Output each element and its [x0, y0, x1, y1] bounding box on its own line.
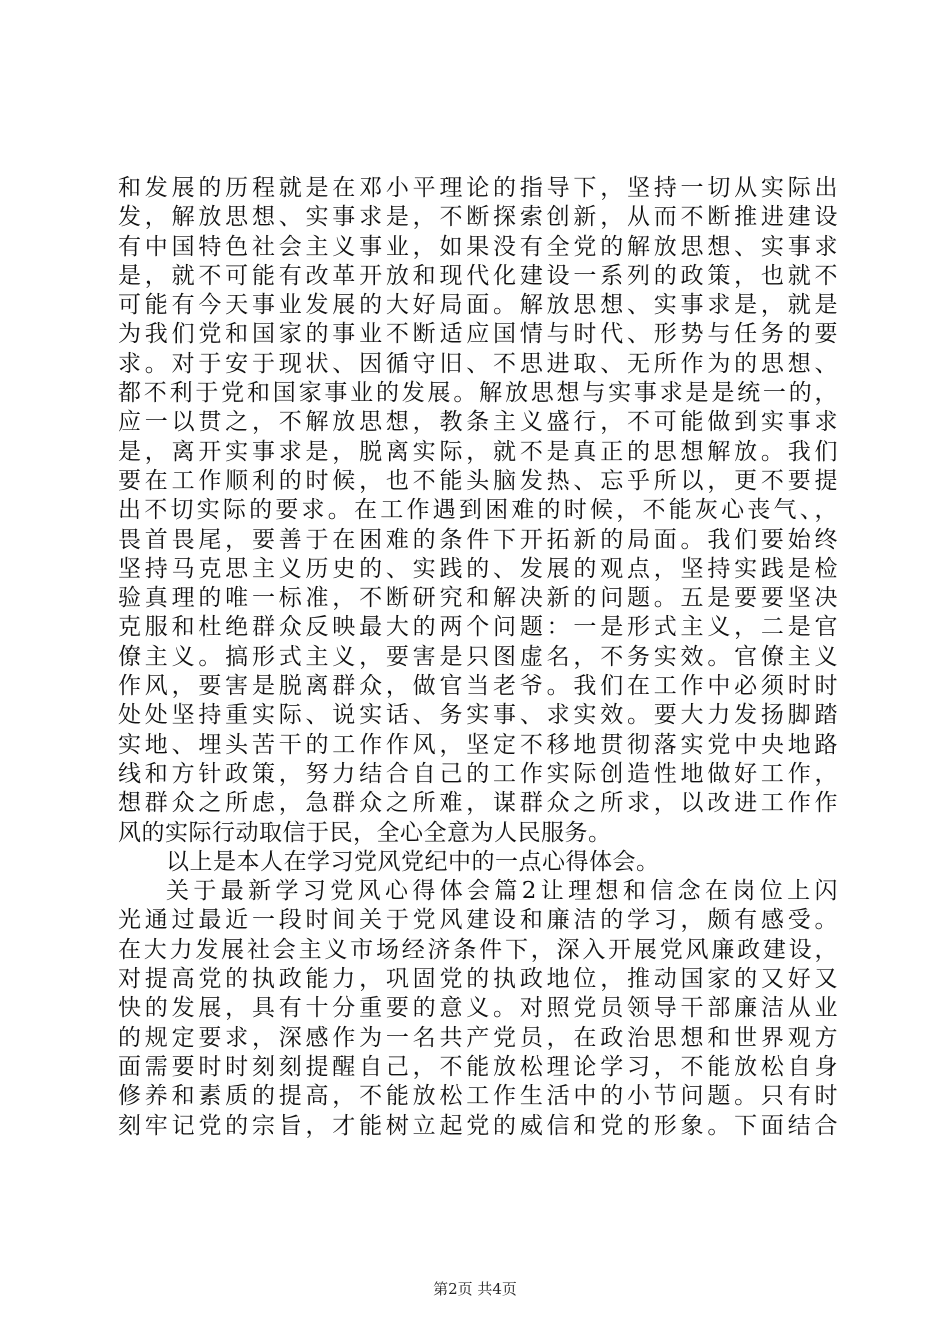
text-line: 想群众之所虑，急群众之所难，谋群众之所求，以改进工作作	[118, 790, 838, 817]
text-line: 有中国特色社会主义事业，如果没有全党的解放思想、实事求	[118, 233, 838, 260]
text-line: 是，离开实事求是，脱离实际，就不是真正的思想解放。我们	[118, 438, 838, 465]
text-line: 是，就不可能有改革开放和现代化建设一系列的政策，也就不	[118, 262, 838, 289]
page-number: 第2页 共4页	[433, 1280, 517, 1298]
text-line: 要在工作顺利的时候，也不能头脑发热、忘乎所以，更不要提	[118, 467, 838, 494]
text-line: 都不利于党和国家事业的发展。解放思想与实事求是是统一的，	[118, 380, 838, 407]
text-line: 光通过最近一段时间关于党风建设和廉洁的学习，颇有感受。	[118, 907, 838, 934]
text-line: 面需要时时刻刻提醒自己，不能放松理论学习，不能放松自身	[118, 1053, 838, 1080]
text-line: 僚主义。搞形式主义，要害是只图虚名，不务实效。官僚主义	[118, 643, 838, 670]
text-line: 处处坚持重实际、说实话、务实事、求实效。要大力发扬脚踏	[118, 702, 838, 729]
text-line: 克服和杜绝群众反映最大的两个问题：一是形式主义，二是官	[118, 614, 838, 641]
text-line: 坚持马克思主义历史的、实践的、发展的观点，坚持实践是检	[118, 555, 838, 582]
text-line: 关于最新学习党风心得体会篇2让理想和信念在岗位上闪	[166, 878, 838, 905]
text-line: 作风，要害是脱离群众，做官当老爷。我们在工作中必须时时	[118, 673, 838, 700]
text-line: 的规定要求，深感作为一名共产党员，在政治思想和世界观方	[118, 1024, 838, 1051]
text-line: 可能有今天事业发展的大好局面。解放思想、实事求是，就是	[118, 292, 838, 319]
document-body	[118, 174, 838, 1141]
text-line: 求。对于安于现状、因循守旧、不思进取、无所作为的思想、	[118, 350, 838, 377]
text-line: 和发展的历程就是在邓小平理论的指导下，坚持一切从实际出	[118, 175, 838, 201]
text-line: 验真理的唯一标准，不断研究和解决新的问题。五是要要坚决	[118, 585, 838, 612]
text-line: 出不切实际的要求。在工作遇到困难的时候，不能灰心丧气、，	[118, 497, 838, 524]
text-line: 畏首畏尾，要善于在困难的条件下开拓新的局面。我们要始终	[118, 526, 838, 553]
text-line: 为我们党和国家的事业不断适应国情与时代、形势与任务的要	[118, 321, 838, 348]
text-line: 修养和素质的提高，不能放松工作生活中的小节问题。只有时	[118, 1083, 838, 1110]
page-footer	[0, 1278, 950, 1299]
text-line: 实地、埋头苦干的工作作风，坚定不移地贯彻落实党中央地路	[118, 731, 838, 758]
text-line: 在大力发展社会主义市场经济条件下，深入开展党风廉政建设，	[118, 936, 838, 963]
text-line: 刻牢记党的宗旨，才能树立起党的威信和党的形象。下面结合	[118, 1112, 838, 1139]
text-line: 对提高党的执政能力，巩固党的执政地位，推动国家的又好又	[118, 966, 838, 993]
text-line: 快的发展，具有十分重要的意义。对照党员领导干部廉洁从业	[118, 995, 838, 1022]
text-line: 发，解放思想、实事求是，不断探索创新，从而不断推进建设	[118, 204, 838, 231]
text-line: 风的实际行动取信于民，全心全意为人民服务。	[118, 819, 612, 846]
text-line: 以上是本人在学习党风党纪中的一点心得体会。	[166, 848, 660, 875]
text-line: 线和方针政策，努力结合自己的工作实际创造性地做好工作，	[118, 760, 838, 787]
text-line: 应一以贯之，不解放思想，教条主义盛行，不可能做到实事求	[118, 409, 838, 436]
